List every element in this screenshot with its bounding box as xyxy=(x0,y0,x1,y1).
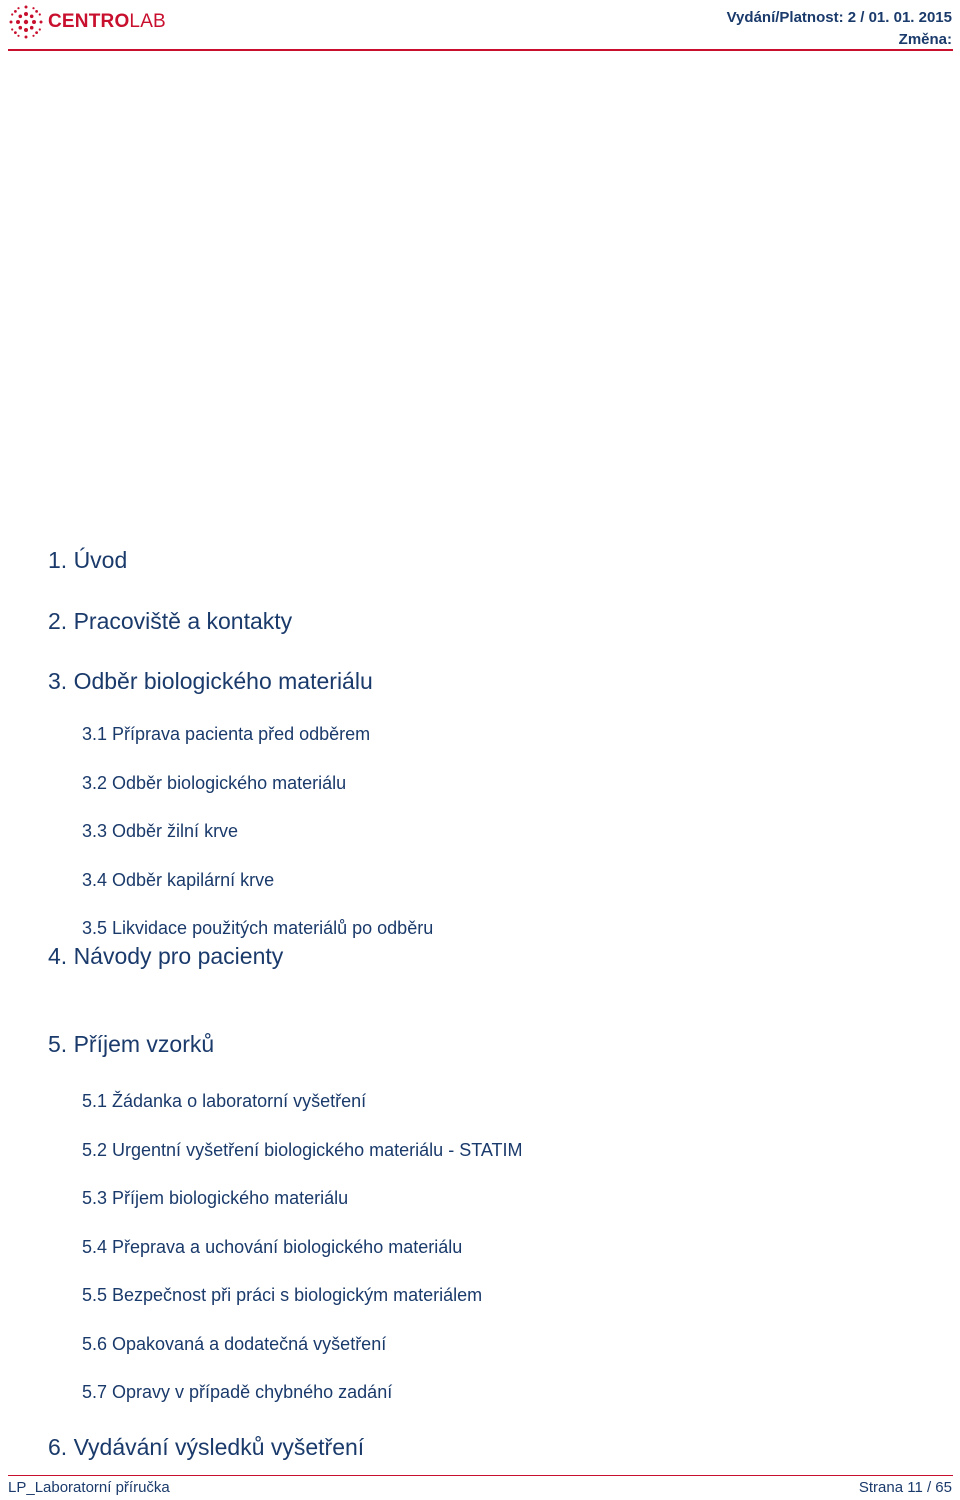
toc-item: 5. Příjem vzorků xyxy=(48,1031,215,1057)
toc-item: 2. Pracoviště a kontakty xyxy=(48,608,293,634)
toc-item: 5.5 Bezpečnost při práci s biologickým materiálem xyxy=(82,1285,483,1305)
edition-validity: Vydání/Platnost: 2 / 01. 01. 2015 xyxy=(726,9,952,26)
toc-item: 5.1 Žádanka o laboratorní vyšetření xyxy=(82,1091,367,1111)
toc-item: 3. Odběr biologického materiálu xyxy=(48,668,373,694)
toc-item: 6. Vydávání výsledků vyšetření xyxy=(48,1434,365,1460)
change-label: Změna: xyxy=(898,31,952,48)
footer-document-name: LP_Laboratorní příručka xyxy=(8,1479,170,1496)
toc-item: 5.3 Příjem biologického materiálu xyxy=(82,1188,349,1208)
logo-text-bold: CENTRO xyxy=(48,11,130,32)
toc-item: 3.2 Odběr biologického materiálu xyxy=(82,773,347,793)
logo-text-light: LAB xyxy=(129,11,166,32)
toc-item: 3.1 Příprava pacienta před odběrem xyxy=(82,724,371,744)
toc-item: 3.3 Odběr žilní krve xyxy=(82,821,239,841)
toc-item: 5.2 Urgentní vyšetření biologického materiálu - STATIM xyxy=(82,1140,523,1160)
toc-item: 3.5 Likvidace použitých materiálů po odběru xyxy=(82,918,434,938)
toc-item: 5.7 Opravy v případě chybného zadání xyxy=(82,1382,393,1402)
toc-item: 5.6 Opakovaná a dodatečná vyšetření xyxy=(82,1334,387,1354)
toc-item: 5.4 Přeprava a uchování biologického materiálu xyxy=(82,1237,463,1257)
footer-page-number: Strana 11 / 65 xyxy=(858,1479,952,1496)
footer-divider xyxy=(8,1475,953,1476)
toc-item: 4. Návody pro pacienty xyxy=(48,943,284,969)
toc-item: 1. Úvod xyxy=(48,547,128,573)
toc-item: 3.4 Odběr kapilární krve xyxy=(82,870,275,890)
